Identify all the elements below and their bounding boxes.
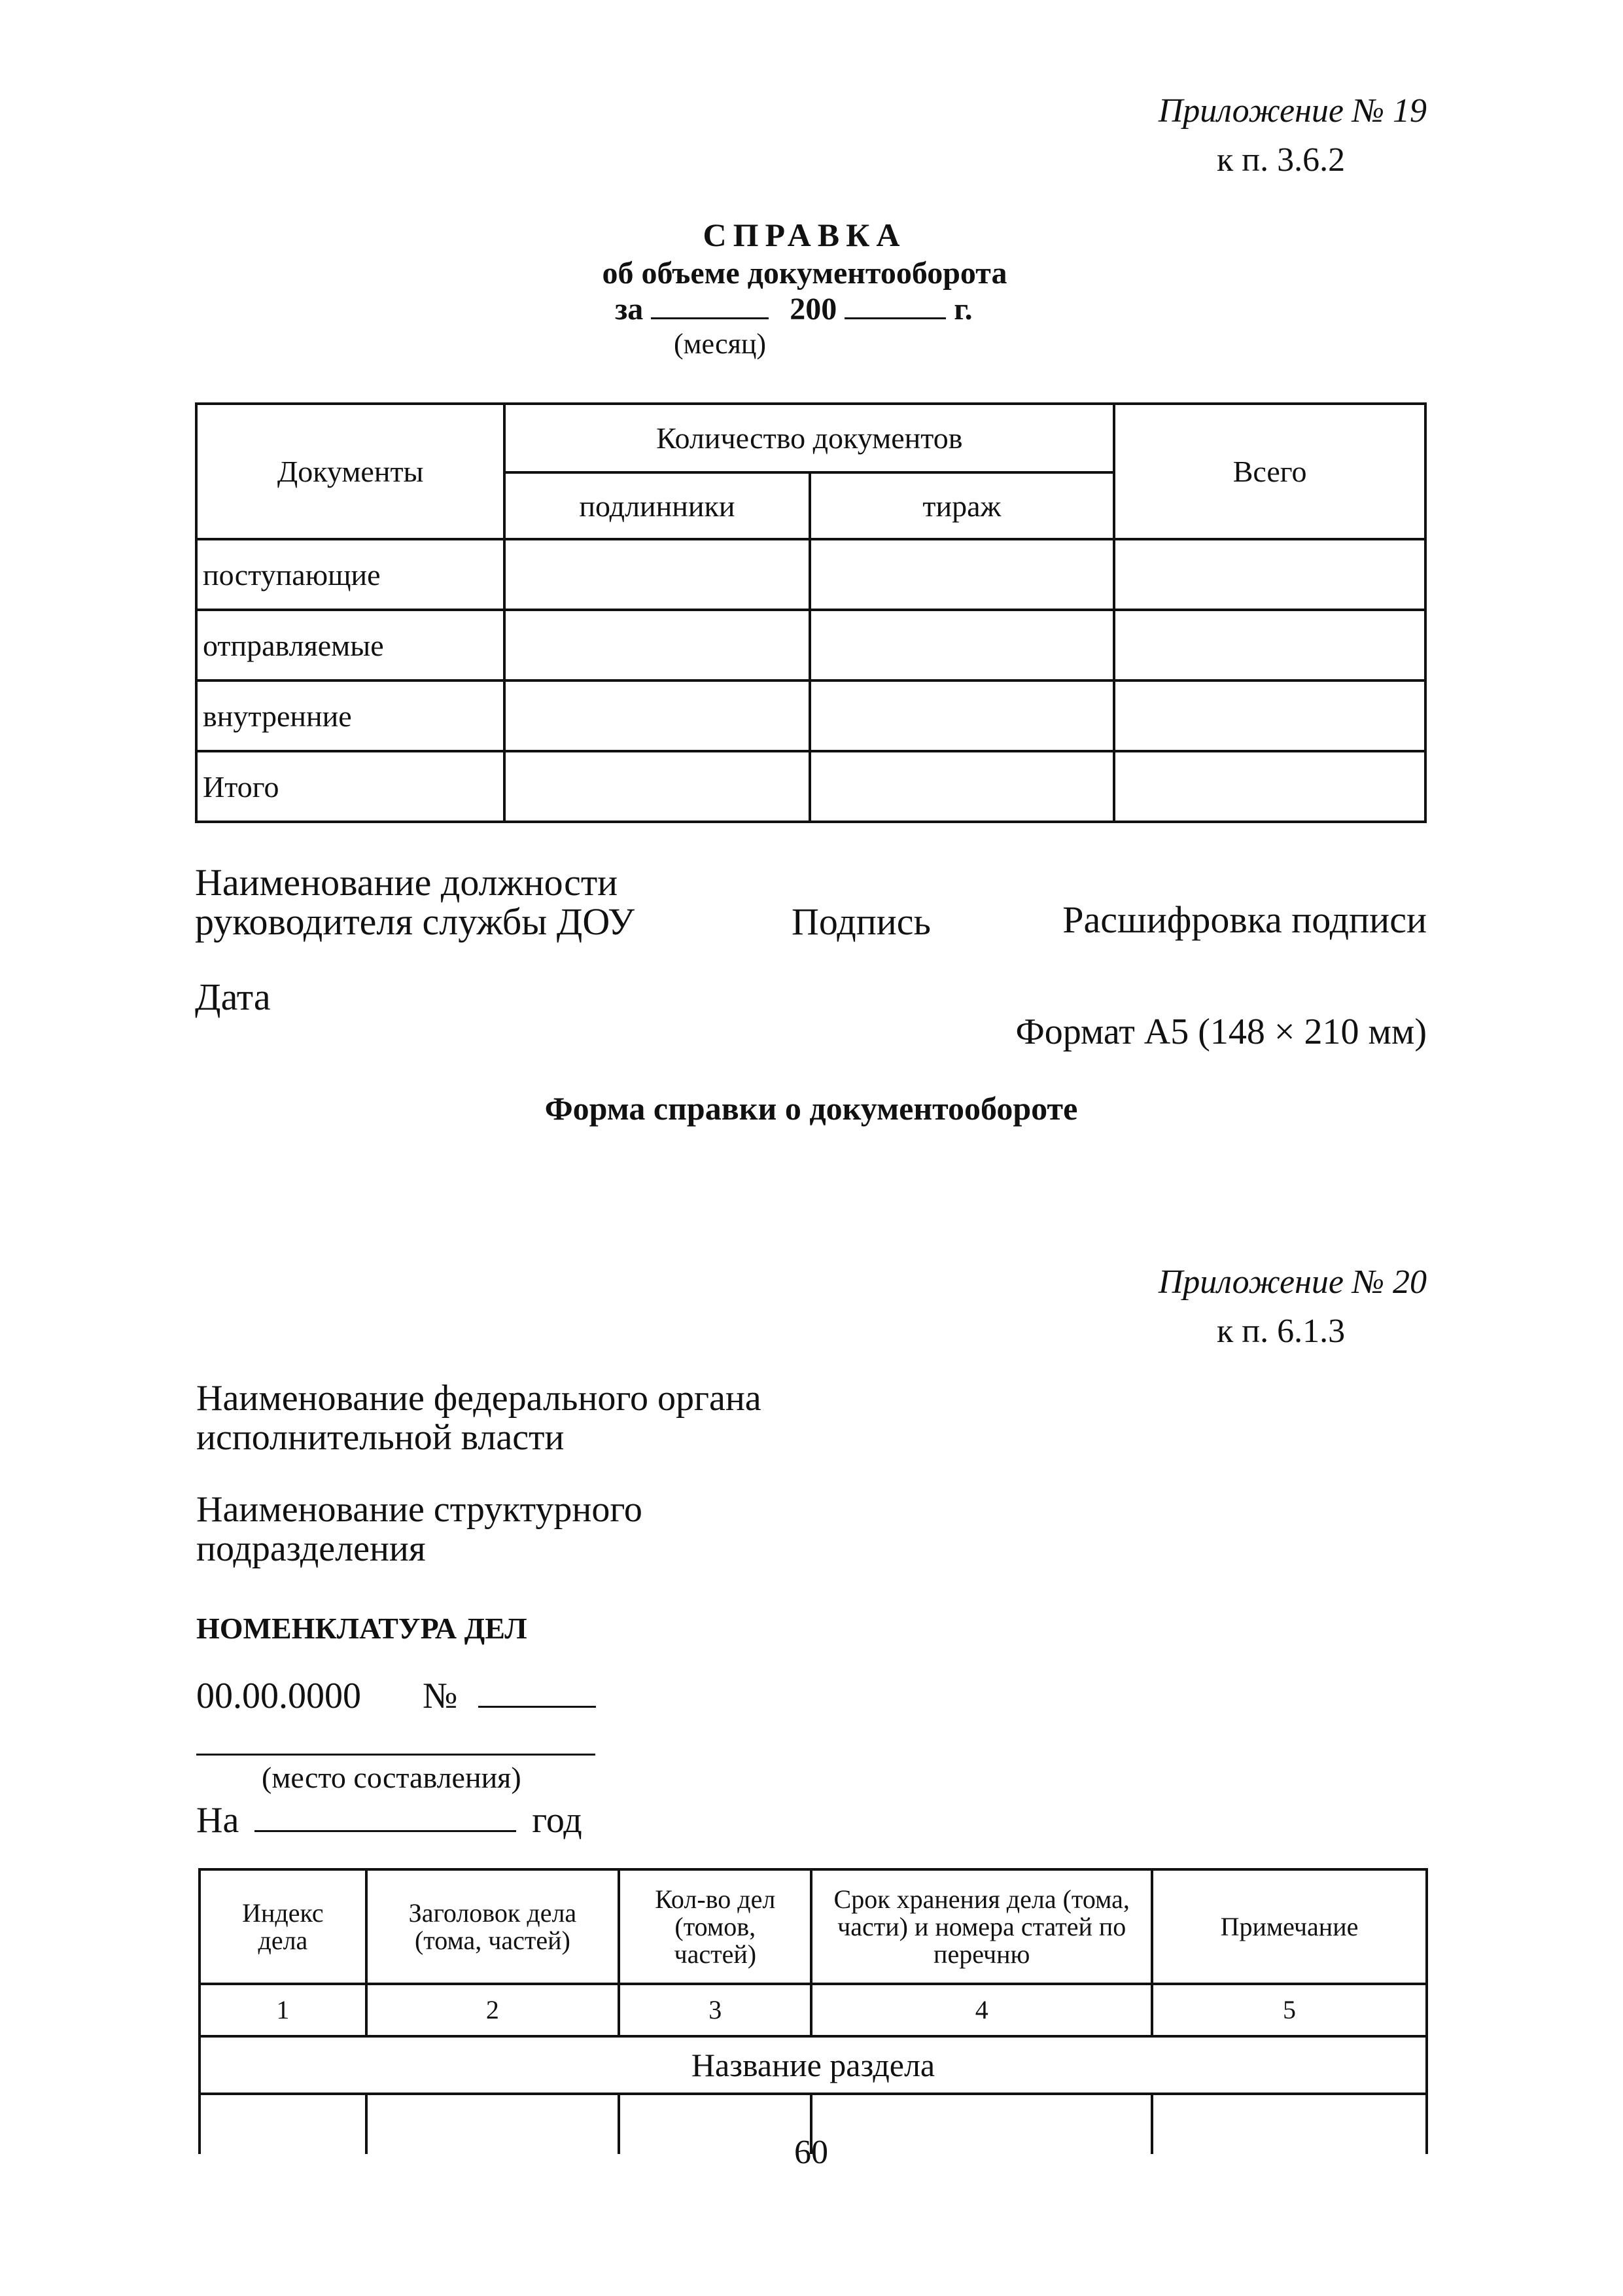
date-number-line: [196, 1675, 596, 1717]
header-quantity: Количество документов: [504, 404, 1114, 472]
row-label: поступающие: [196, 539, 504, 610]
date-placeholder: 00.00.0000: [196, 1676, 361, 1716]
table-cell[interactable]: [1114, 680, 1425, 751]
year-line: [196, 1799, 582, 1841]
form-caption: Форма справки о документообороте: [544, 1090, 1078, 1127]
year-prefix: 200: [790, 292, 837, 327]
header-total: Всего: [1114, 404, 1425, 539]
table-cell[interactable]: [1114, 610, 1425, 680]
unit-name-line2: подразделения: [196, 1528, 426, 1569]
column-number: 2: [366, 1984, 619, 2036]
table-cell[interactable]: [504, 539, 809, 610]
format-note: Формат А5 (148 × 210 мм): [1015, 1012, 1427, 1052]
table-cell[interactable]: [504, 610, 809, 680]
row-label: отправляемые: [196, 610, 504, 680]
appendix20-ref: к п. 6.1.3: [1217, 1313, 1346, 1350]
number-sign: №: [423, 1676, 458, 1716]
column-number: 5: [1152, 1984, 1427, 2036]
position-title-line1: Наименование должности: [195, 861, 618, 904]
period-prefix: за: [615, 292, 644, 327]
signature-decode-label: Расшифровка подписи: [1062, 898, 1427, 941]
reference-heading: СПРАВКА: [703, 217, 907, 253]
header-documents: Документы: [196, 404, 504, 539]
table-cell[interactable]: [504, 680, 809, 751]
period-line: [615, 291, 973, 327]
appendix19-ref: к п. 3.6.2: [1217, 141, 1346, 179]
header-count: Кол-во дел (томов, частей): [619, 1869, 811, 1984]
column-number: 1: [200, 1984, 366, 2036]
org-name-line2: исполнительной власти: [196, 1417, 565, 1458]
row-label: внутренние: [196, 680, 504, 751]
year-line-prefix: На: [196, 1800, 239, 1841]
month-caption: (месяц): [674, 328, 767, 360]
table-cell[interactable]: [810, 680, 1115, 751]
table-cell[interactable]: [366, 2094, 619, 2154]
reference-subheading: об объеме документооборота: [602, 256, 1007, 291]
header-note: Примечание: [1152, 1869, 1427, 1984]
page-number: 60: [794, 2134, 828, 2171]
table-cell[interactable]: [200, 2094, 366, 2154]
appendix20-title: Приложение № 20: [1158, 1263, 1427, 1301]
header-retention: Срок хранения дела (тома, части) и номера статей по перечню: [811, 1869, 1151, 1984]
table-cell[interactable]: [1152, 2094, 1427, 2154]
table-cell[interactable]: [810, 751, 1115, 822]
appendix19-title: Приложение № 19: [1158, 92, 1427, 130]
section-title: Название раздела: [200, 2036, 1427, 2094]
header-index: Индекс дела: [200, 1869, 366, 1984]
header-copies: тираж: [810, 472, 1115, 539]
unit-name-line1: Наименование структурного: [196, 1489, 642, 1530]
nomenclature-table: [198, 1868, 1428, 2154]
table-cell[interactable]: [810, 610, 1115, 680]
column-number: 3: [619, 1984, 811, 2036]
date-label: Дата: [195, 976, 271, 1018]
month-blank[interactable]: [651, 317, 769, 319]
position-title-line2: руководителя службы ДОУ: [195, 900, 635, 943]
header-title: Заголовок дела (тома, частей): [366, 1869, 619, 1984]
header-originals: подлинники: [504, 472, 809, 539]
table-cell[interactable]: [1114, 539, 1425, 610]
year-input-blank[interactable]: [254, 1830, 516, 1832]
year-suffix: г.: [954, 292, 973, 327]
year-blank[interactable]: [845, 317, 946, 319]
table-cell[interactable]: [810, 539, 1115, 610]
org-name-line1: Наименование федерального органа: [196, 1378, 761, 1419]
table-cell[interactable]: [1114, 751, 1425, 822]
signature-label: Подпись: [792, 900, 931, 943]
column-number: 4: [811, 1984, 1151, 2036]
place-caption: (место составления): [262, 1761, 521, 1794]
nomenclature-heading: НОМЕНКЛАТУРА ДЕЛ: [196, 1612, 527, 1645]
place-line[interactable]: [196, 1754, 595, 1756]
row-label: Итого: [196, 751, 504, 822]
year-line-suffix: год: [532, 1800, 582, 1841]
document-flow-table: [195, 402, 1427, 823]
number-blank[interactable]: [478, 1706, 596, 1708]
table-cell[interactable]: [504, 751, 809, 822]
